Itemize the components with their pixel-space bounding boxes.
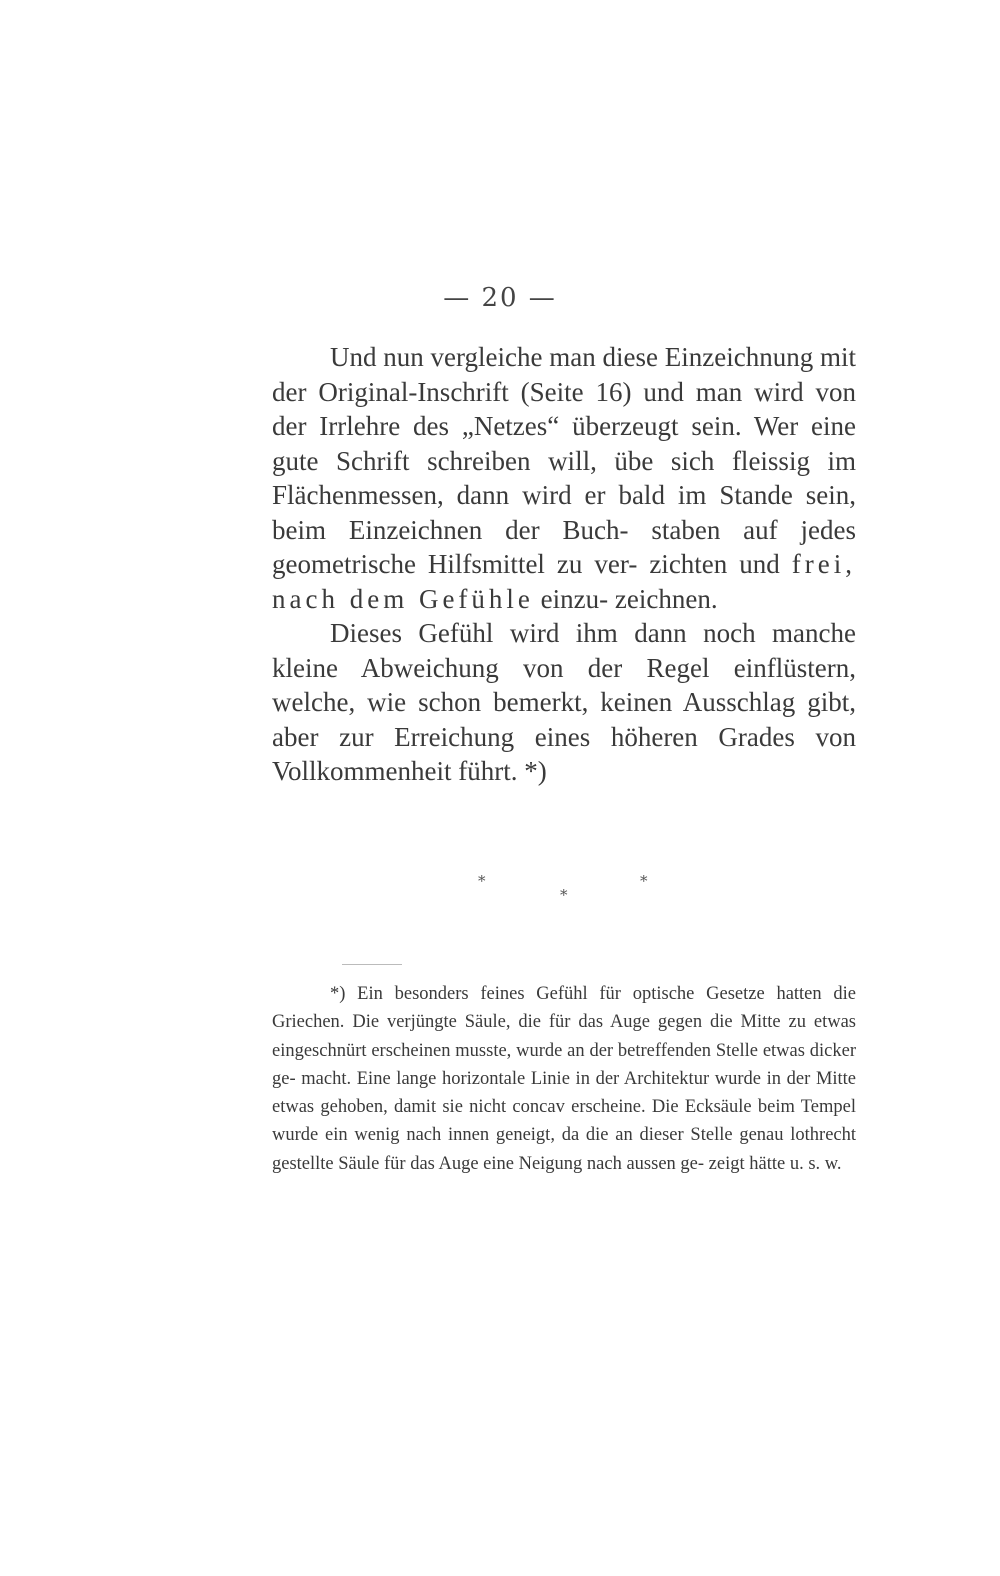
emphasized-phrase: frei, nach dem Gefühle [272,549,856,614]
p1-line: zichten und [649,549,780,579]
footnote-divider [342,964,402,965]
asterism-star: * [640,872,648,890]
p2-line: Dieses Gefühl wird ihm dann noch manche [330,618,856,648]
p1-line: sein. Wer eine gute Schrift schreiben will, übe [272,411,856,476]
footnote-line: musste, wurde an der betreffenden Stelle etwas dicker ge- [272,1040,856,1089]
p1-line: wird von der Irrlehre des „Netzes“ überzeugt [272,376,856,441]
paragraph-1 [272,340,856,616]
footnote-paragraph [272,980,856,1178]
footnote-line: nach innen geneigt, da die an dieser Stelle genau lothrecht [406,1125,857,1146]
footnote-line: erscheine. Die Ecksäule beim Tempel wurde ein wenig [272,1097,857,1146]
paragraph-2 [272,616,856,789]
p1-line: mit der Original-Inschrift (Seite 16) und man [272,342,857,407]
p1-line: sich fleissig im Flächenmessen, dann wird er [272,445,856,510]
footnote [272,980,856,1178]
p2-line: von Vollkommenheit führt. *) [272,721,857,786]
footnote-line: Auge gegen die Mitte zu etwas eingeschnürt erscheinen [272,1012,857,1061]
p1-line: Und nun vergleiche man diese Einzeichnung [330,342,814,372]
page-number: — 20 — [443,283,557,313]
p1-line: einzu- [540,583,609,614]
footnote-line: gestellte Säule für das Auge eine Neigung nach aussen ge- [272,1153,705,1174]
footnote-line: hatten die Griechen. Die verjüngte Säule, die für das [272,984,856,1033]
p1-line: zeichnen. [614,583,718,614]
asterism-star: * [560,886,568,904]
main-text [272,340,856,789]
p2-line: gibt, aber zur Erreichung eines höheren Grades [272,687,856,752]
p1-line: staben auf jedes geometrische Hilfsmittel zu ver- [272,514,856,579]
asterism-star: * [478,872,486,890]
footnote-line: *) Ein besonders feines Gefühl für optische Gesetze [330,984,765,1004]
p2-line: kleine Abweichung von der Regel einflüstern, [272,652,856,683]
footnote-line: macht. Eine lange horizontale Linie in der Architektur [301,1068,710,1089]
footnote-line: zeigt hätte u. s. w. [708,1153,842,1174]
footnote-line: wurde in der Mitte etwas gehoben, damit sie nicht concav [272,1068,857,1118]
p1-line: bald im Stande sein, beim Einzeichnen der Buch- [272,480,857,545]
asterism [0,868,1000,918]
p2-line: welche, wie schon bemerkt, keinen Ausschlag [272,687,796,717]
